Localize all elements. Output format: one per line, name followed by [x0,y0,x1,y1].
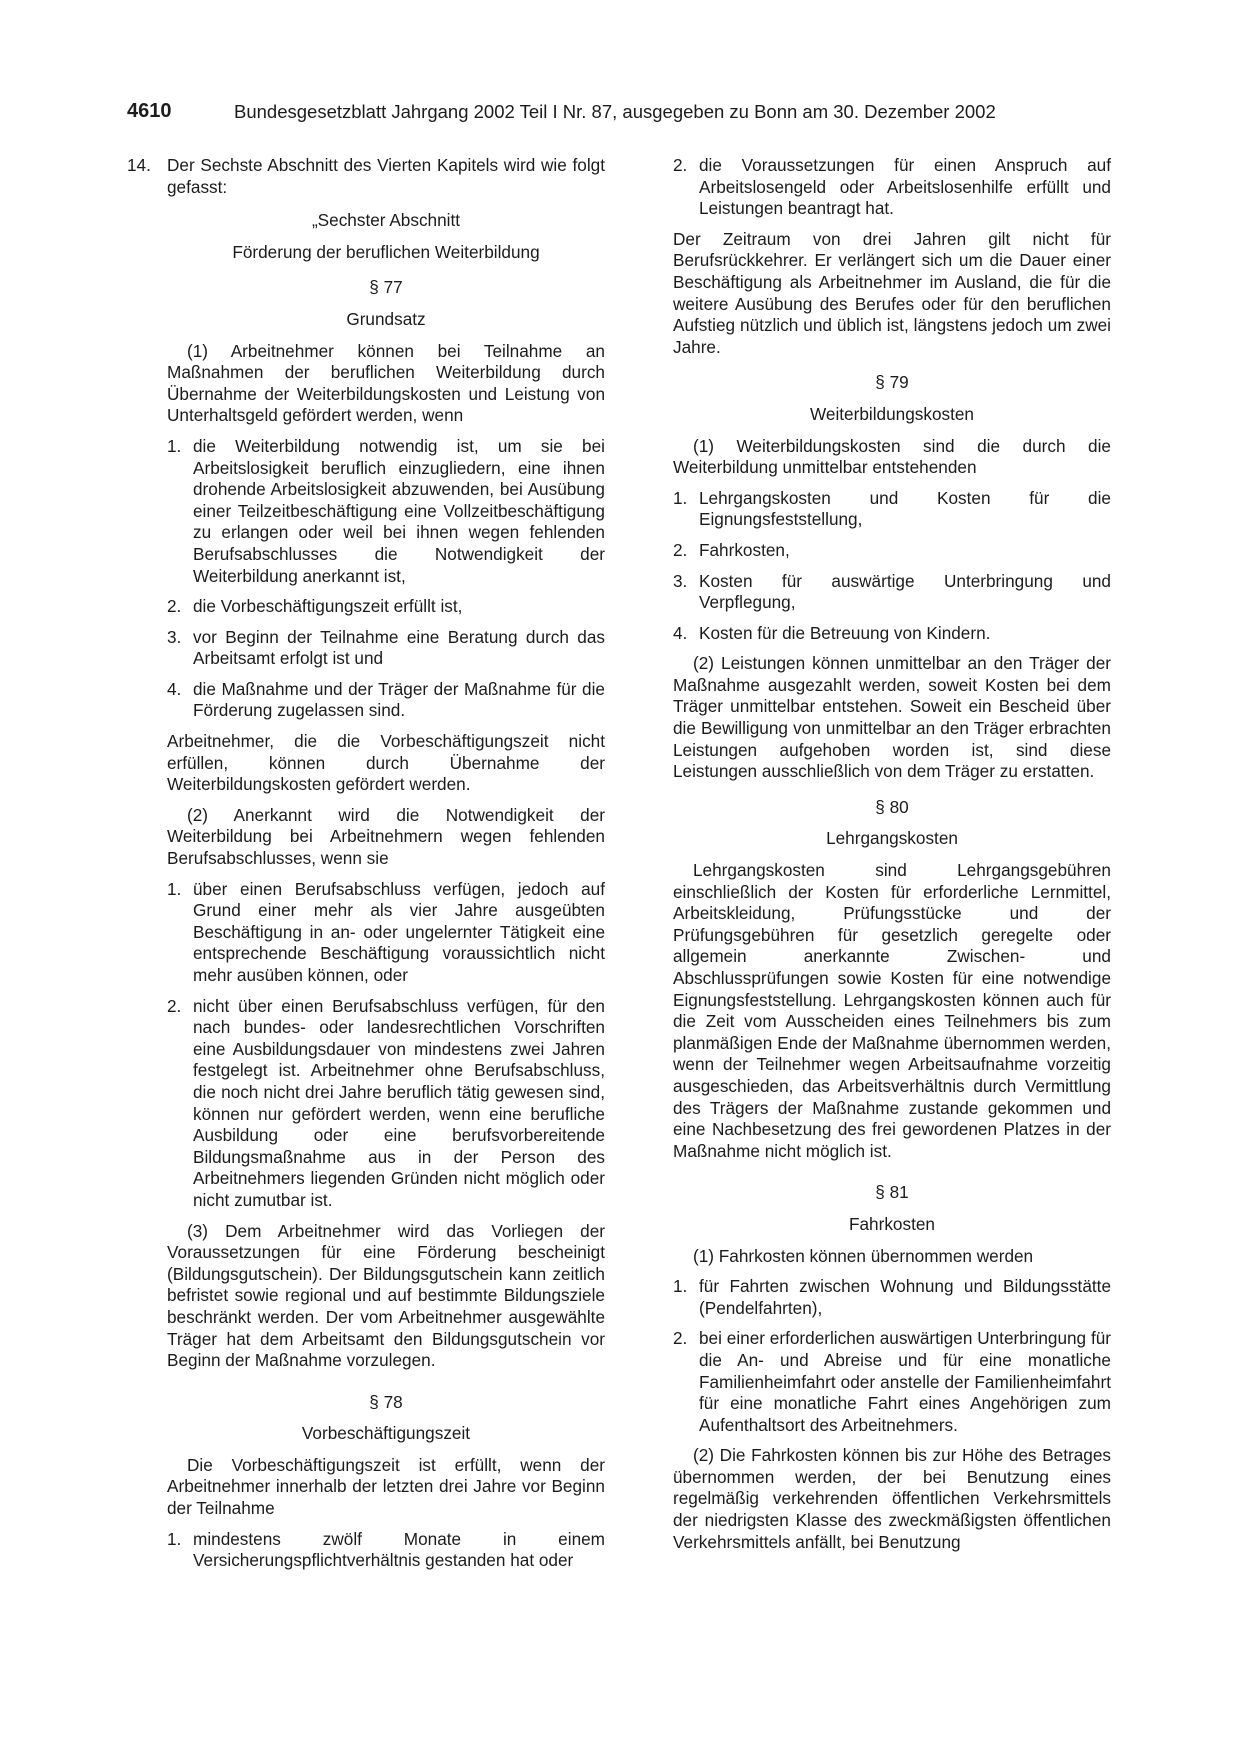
enumerated-list [167,436,605,722]
section-number: § 81 [875,1182,909,1203]
paragraph: (1) Fahrkosten können übernommen werden [693,1245,1034,1266]
paragraph: Lehrgangskosten sind Lehrgangsgebühren einschließlich der Kosten für erforderliche Lernmittel, Arbeitskleidung, Prüfungsstücke und der Prüfungsgebühren für gesetzlich geregelte oder allgemein anerkannte Zwischen- und Abschlussprüfungen sowie Kosten für eine notwendige Eignungsfeststellung. Lehrgangskosten können auch für die Zeit vom Ausscheiden eines Teilnehmers bis zum planmäßigen Ende der Maßnahme übernommen werden, wenn der Teilnehmer wegen Arbeitsaufnahme vorzeitig ausgeschieden, das Arbeitsverhältnis durch Vermittlung des Trägers der Maßnahme zustande gekommen und eine Nachbesetzung des frei gewordenen Platzes in der Maßnahme nicht möglich ist. [673,860,1111,1161]
list-item [167,679,605,722]
list-item [167,1529,605,1572]
list-number: 3. [673,570,688,591]
section-number: § 78 [369,1391,403,1412]
list-text: Fahrkosten, [699,539,790,560]
chapter-section-subtitle: Förderung der beruflichen Weiterbildung [232,241,540,262]
list-number: 2. [673,539,688,560]
enumerated-list [673,1276,1111,1436]
paragraph: Der Zeitraum von drei Jahren gilt nicht für Berufsrückkehrer. Er verlängert sich um die Dauer einer Beschäftigung als Arbeitnehmer im Ausland, die für die weitere Ausübung des Berufes oder für den beruflichen Aufstieg nützlich und üblich ist, längstens jedoch um zwei Jahre. [673,228,1111,357]
list-item [167,596,605,618]
list-text: nicht über einen Berufsabschluss verfügen, für den nach bundes- oder landesrechtlichen Vorschriften eine Ausbildungsdauer von mindestens zwei Jahren festgelegt ist. Arbeitnehmer ohne Berufsabschluss, die noch nicht drei Jahre beruflich tätig gewesen sind, können nur gefördert werden, wenn eine berufliche Ausbildung oder eine berufsvorbereitende Bildungsmaßnahme aus in der Person des Arbeitnehmers liegenden Gründen nicht möglich oder nicht zumutbar ist. [193,995,605,1210]
right-column [673,155,1111,1562]
list-number: 1. [673,1276,688,1297]
list-item [167,879,605,987]
list-number: 1. [167,1528,182,1549]
list-item [673,540,1111,562]
section-title: Weiterbildungskosten [809,403,974,424]
page-number: 4610 [127,100,172,122]
list-text: die Weiterbildung notwendig ist, um sie bei Arbeitslosigkeit beruflich einzugliedern, eine ihnen drohende Arbeitslosigkeit abzuwenden, bei Ausübung einer Teilzeitbeschäftigung eine Vollzeitbeschäftigung zu erlangen oder weil bei ihnen wegen fehlenden Berufsabschlusses die Notwendigkeit der Weiterbildung anerkannt ist, [193,435,605,586]
paragraph: (2) Anerkannt wird die Notwendigkeit der Weiterbildung bei Arbeitnehmern wegen fehlenden Berufsabschlusses, wenn sie [167,804,605,869]
list-item [167,436,605,587]
list-text: Kosten für die Betreuung von Kindern. [699,622,991,643]
list-number: 1. [167,878,182,899]
paragraph: (1) Arbeitnehmer können bei Teilnahme an Maßnahmen der beruflichen Weiterbildung durch Übernahme der Weiterbildungskosten und Leistung von Unterhaltsgeld gefördert werden, wenn [167,340,605,426]
list-number: 3. [167,626,182,647]
list-item [673,571,1111,614]
section-number: § 79 [875,372,909,393]
item-number: 14. [127,155,151,175]
list-text: Kosten für auswärtige Unterbringung und Verpflegung, [699,570,1111,613]
list-number: 4. [673,622,688,643]
section-number: § 77 [369,277,403,298]
list-text: über einen Berufsabschluss verfügen, jedoch auf Grund einer mehr als vier Jahre ausgeübten Beschäftigung in an- oder ungelernter Tätigkeit eine entsprechende Beschäftigung voraussichtlich nicht mehr ausüben können, oder [193,878,605,985]
paragraph: Die Vorbeschäftigungszeit ist erfüllt, wenn der Arbeitnehmer innerhalb der letzten drei Jahre vor Beginn der Teilnahme [167,1454,605,1519]
list-number: 2. [673,1328,688,1349]
list-text: die Maßnahme und der Träger der Maßnahme für die Förderung zugelassen sind. [193,678,605,721]
paragraph: (2) Leistungen können unmittelbar an den Träger der Maßnahme ausgezahlt werden, soweit Kosten bei dem Träger unmittelbar entstehen. Soweit ein Bescheid über die Bewilligung von unmittelbar an den Träger erbrachten Leistungen aufgehoben worden ist, sind diese Leistungen ausschließlich von dem Träger zu erstatten. [673,653,1111,782]
enumerated-list [167,1529,605,1572]
section-title: Fahrkosten [849,1213,935,1234]
list-number: 1. [673,487,688,508]
list-item [167,627,605,670]
list-text: Lehrgangskosten und Kosten für die Eignungsfeststellung, [699,487,1111,530]
chapter-section-title: „Sechster Abschnitt [311,210,461,231]
list-number: 2. [673,155,688,175]
list-number: 4. [167,678,182,699]
list-text: die Voraussetzungen für einen Anspruch auf Arbeitslosengeld oder Arbeitslosenhilfe erfüllt und Leistungen beantragt hat. [699,155,1111,219]
amendment-item-14 [127,155,605,198]
left-column [127,155,605,1581]
list-item [673,1328,1111,1436]
list-text: vor Beginn der Teilnahme eine Beratung durch das Arbeitsamt erfolgt ist und [193,626,605,669]
list-number: 2. [167,596,182,617]
list-text: für Fahrten zwischen Wohnung und Bildungsstätte (Pendelfahrten), [699,1276,1111,1318]
section-number: § 80 [875,796,909,817]
list-item [673,1276,1111,1319]
list-item [673,488,1111,531]
paragraph: (2) Die Fahrkosten können bis zur Höhe des Betrages übernommen werden, der bei Benutzung eines regelmäßig verkehrenden öffentlichen Verkehrsmittels der niedrigsten Klasse des zweckmäßigsten öffentlichen Verkehrsmittels anfällt, bei Benutzung [673,1445,1111,1552]
enumerated-list [673,488,1111,645]
section-title: Lehrgangskosten [826,828,958,849]
running-head: Bundesgesetzblatt Jahrgang 2002 Teil I Nr. 87, ausgegeben zu Bonn am 30. Dezember 2002 [234,101,996,122]
list-item [673,155,1111,220]
list-number: 1. [167,435,182,456]
list-text: die Vorbeschäftigungszeit erfüllt ist, [193,596,463,617]
list-item [673,623,1111,645]
item-text: Der Sechste Abschnitt des Vierten Kapitels wird wie folgt gefasst: [167,155,605,197]
paragraph: Arbeitnehmer, die die Vorbeschäftigungszeit nicht erfüllen, können durch Übernahme der Weiterbildungskosten gefördert werden. [167,731,605,795]
enumerated-list [167,879,605,1212]
section-title: Vorbeschäftigungszeit [301,1423,471,1444]
paragraph: (1) Weiterbildungskosten sind die durch die Weiterbildung unmittelbar entstehenden [673,435,1111,478]
paragraph: (3) Dem Arbeitnehmer wird das Vorliegen der Voraussetzungen für eine Förderung bescheinigt (Bildungsgutschein). Der Bildungsgutschein kann zeitlich befristet sowie regional und auf bestimmte Bildungsziele beschränkt werden. Der vom Arbeitnehmer ausgewählte Träger hat dem Arbeitsamt den Bildungsgutschein vor Beginn der Maßnahme vorzulegen. [167,1220,605,1371]
list-item [167,996,605,1212]
enumerated-list [673,155,1111,220]
list-text: mindestens zwölf Monate in einem Versicherungspflichtverhältnis gestanden hat oder [193,1528,605,1571]
list-number: 2. [167,995,182,1016]
list-text: bei einer erforderlichen auswärtigen Unterbringung für die An- und Abreise und für eine monatliche Familienheimfahrt oder anstelle der Familienheimfahrt für eine monatliche Fahrt eines Angehörigen zum Aufenthaltsort des Arbeitnehmers. [699,1328,1111,1435]
section-title: Grundsatz [346,308,426,329]
